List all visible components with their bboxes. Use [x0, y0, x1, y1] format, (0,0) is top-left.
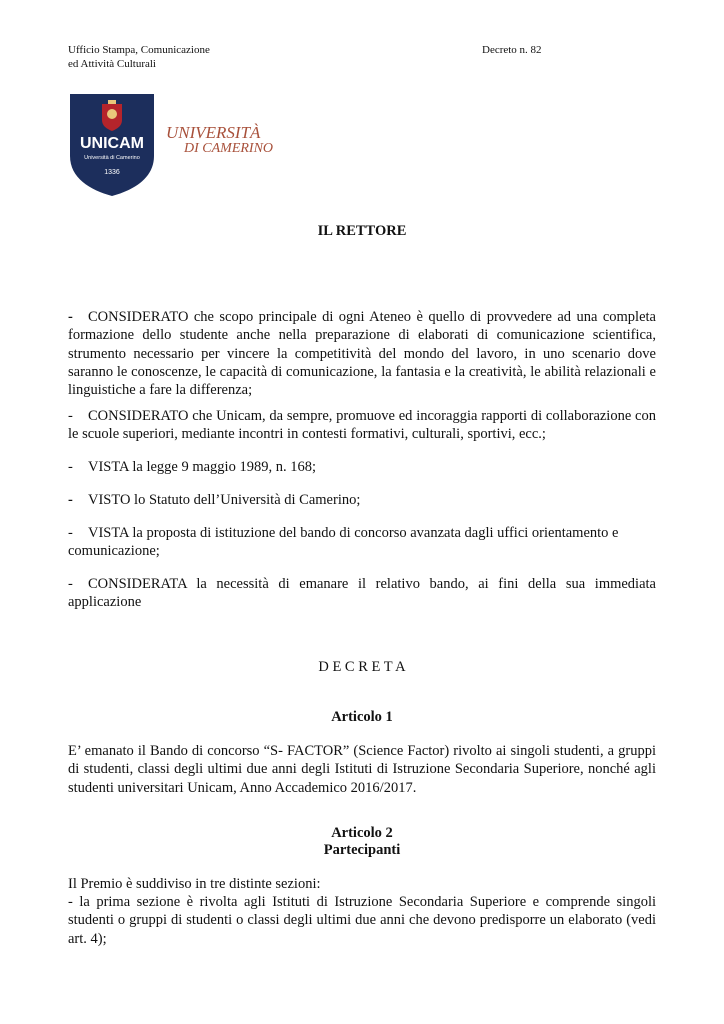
office-header	[68, 43, 210, 71]
bullet-dash: -	[68, 525, 73, 541]
unicam-logo	[68, 92, 330, 198]
bullet-dash: -	[68, 459, 73, 475]
office-line-2: ed Attività Culturali	[68, 58, 156, 70]
bullet-dash: -	[68, 408, 73, 424]
article-2-section-1: - la prima sezione è rivolta agli Istituti di Istruzione Secondaria Superiore e comprende singoli studenti o gruppi di studenti o classi degli ultimi due anni che devono predisporre un elaborato (vedi art. 4);	[68, 894, 656, 947]
office-line-1: Ufficio Stampa, Comunicazione	[68, 44, 210, 56]
shield-text: UNICAM	[80, 135, 144, 152]
bullet-dash: -	[68, 492, 73, 508]
wordmark-line-2: DI CAMERINO	[184, 141, 274, 156]
consideration-5: - VISTA la proposta di istituzione del bando di concorso avanzata dagli uffici orientamento e comunicazione;	[68, 525, 619, 560]
decree-number: Decreto n. 82	[482, 44, 542, 56]
article-2-intro: Il Premio è suddiviso in tre distinte sezioni:	[68, 876, 321, 892]
consideration-1: - CONSIDERATO che scopo principale di ogni Ateneo è quello di provvedere ad una completa formazione dello studente anche nella preparazione di elaborati di comunicazione scientifica, strumento necessario per vincere la competitività del mondo del lavoro, in uno scenario dove saranno le conoscenze, le capacità di comunicazione, la fantasia e la creatività, le abilità relazionali e linguistiche a fare la differenza;	[68, 309, 656, 399]
wordmark-line-1: UNIVERSITÀ	[166, 123, 261, 142]
shield-subtext: Università di Camerino	[84, 155, 140, 161]
bullet-dash: -	[68, 309, 73, 325]
consideration-2: - CONSIDERATO che Unicam, da sempre, promuove ed incoraggia rapporti di collaborazione con le scuole superiori, mediante incontri in contesti formativi, culturali, sportivi, ecc.;	[68, 408, 656, 443]
consideration-4: - VISTO lo Statuto dell’Università di Camerino;	[68, 492, 361, 508]
article-2-heading: Articolo 2	[331, 825, 393, 841]
consideration-6: - CONSIDERATA la necessità di emanare il relativo bando, ai fini della sua immediata applicazione	[68, 576, 656, 611]
shield-year: 1336	[104, 169, 120, 176]
document-title: IL RETTORE	[317, 223, 407, 239]
article-1-text: E’ emanato il Bando di concorso “S- FACTOR” (Science Factor) rivolto ai singoli studenti, a gruppi di studenti, classi degli ultimi due anni degli Istituti di Istruzione Secondaria Superiore, nonché agli studenti universitari Unicam, Anno Accademico 2016/2017.	[68, 743, 656, 796]
article-1-heading: Articolo 1	[331, 709, 393, 725]
article-2-subheading: Partecipanti	[323, 842, 401, 858]
consideration-3: - VISTA la legge 9 maggio 1989, n. 168;	[68, 459, 316, 475]
bullet-dash: -	[68, 576, 73, 592]
decreta-heading: D E C R E T A	[318, 659, 406, 675]
